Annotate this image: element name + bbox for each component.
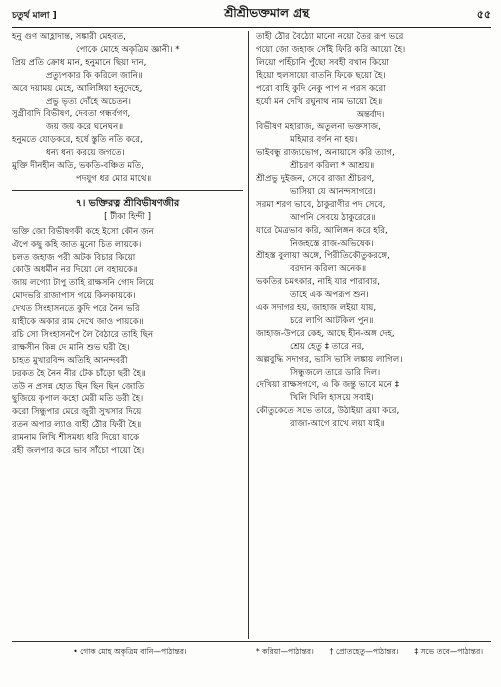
verse-line: হনুমতে যোড়করে, হর্ষে স্তুতি নতি করে, bbox=[12, 135, 143, 146]
verse-line: রহী জলপার করে ভাব সাঁচো পায়ো হৈ। bbox=[12, 446, 145, 457]
text-columns bbox=[12, 31, 491, 639]
verse-line: ছুজিয়ে কৃপাল কহো মেরী মতি ডরী হৈ। bbox=[12, 394, 144, 405]
verse-line: চরে লাগি আটকিল পুন॥ bbox=[290, 315, 374, 326]
verse-line: ধন্য ধন্য করয়ে জগতে। bbox=[46, 148, 125, 159]
verse-line: তাহে এক অপরূপ শুন। bbox=[290, 290, 369, 301]
verse-line: ভকতির চমৎকার, নাহি যার পারাবার, bbox=[256, 277, 380, 288]
verse-line: রাজা-আগে রাখে লয়া যাই॥ bbox=[290, 419, 385, 430]
verse-line: মোদভরি রাজাপাস গয়ে কিলকায়কে। bbox=[12, 291, 136, 302]
verse-line: বিভীষণ মহারাজ, অতুলনা ভক্তসাজ, bbox=[256, 122, 381, 133]
verse-line: প্রিয় প্রতি ক্রোধ মান, হনুমানে ছিয়া দান, bbox=[12, 57, 147, 68]
verse-line: জায় লগ্যো টাপু তাহি রাক্ষসনি গোদ লিয়ে bbox=[12, 278, 154, 289]
footnotes bbox=[12, 641, 491, 662]
verse-line: মহিমার বর্ণন না হয়। bbox=[290, 135, 358, 146]
verse-line: জাহাজ-উপরে কেহ, আছে হীন-অঙ্গ দেহ, bbox=[256, 328, 395, 339]
verse-line: ভাইবন্ধু রাজ্যভোগ, অনায়াসে করি ত্যাগ, bbox=[256, 148, 395, 159]
verse-line: চলত জহাজ পরী অটক বিচার কিয়ো bbox=[12, 252, 136, 263]
verse-line: মুক্তি দীনহীন অতি, ভকতি-বঞ্চিত মতি, bbox=[12, 161, 144, 172]
verse-line: রতন অপার ল্যাও বাহী ঠৌর ফিরী হৈ॥ bbox=[12, 420, 142, 431]
left-column bbox=[12, 31, 248, 639]
verse-line: য়াহীকে অকার রাম দেখে জাও পায়কে॥ bbox=[12, 317, 144, 328]
verse-line: চাহত মুখারবিন্দ অতিহি আনন্দবরী bbox=[12, 355, 128, 366]
verse-line: জয় জয় করে ঘনেঘন॥ bbox=[46, 122, 124, 133]
verse-line: কৌতুকেতে সভে তারে, উঠাইয়া ব্রয়া করে, bbox=[256, 406, 400, 417]
verse-line: দেখত সিংহাসনতে কুদি পরে নৈন ভরি bbox=[12, 304, 140, 315]
verse-line: রাক্ষসীন কিন্ন দে মানি শুভ ঘরী হৈ। bbox=[12, 342, 130, 353]
section-rule bbox=[12, 190, 243, 191]
page-number: ৫৫ bbox=[476, 7, 491, 21]
verse-line: অবে দয়াময় মেহে, আলিঙ্গিয়া হনুদেহে, bbox=[12, 83, 143, 94]
verse-line: অল্পবুদ্ধি সদাগর, ভাসি ভাসি লঙ্কায় লাগিল। bbox=[256, 354, 403, 365]
verse-line: ভাসিয়া যে আনন্দসাগরে। bbox=[290, 186, 376, 197]
verse-line: দেখিয়া রাক্ষসগণে, এ কি জন্তু ভাবে মনে ‡ bbox=[256, 380, 400, 391]
header-rule bbox=[12, 27, 491, 28]
verse-line: এক সদাগর হয়, জাহাজ লইয়া যায়, bbox=[256, 303, 377, 314]
verse-line: হনু গুণ আহ্লাদান্ত, সঙ্কারী মেহবত, bbox=[12, 32, 126, 42]
verse-line: প্রত্যুপকার কি করিলে জানি॥ bbox=[46, 70, 143, 81]
verse-line: পদযুগ ধর মোর মাথে॥ bbox=[76, 173, 152, 184]
verse-line: রচি সো সিংহাসনপৈ লৈ বৈঠারে তাহি ছিন bbox=[12, 329, 154, 340]
verse-line: পোকে মোহে অকৃত্রিম জ্ঞানী। * bbox=[76, 44, 180, 55]
verse-line: শ্রীপ্রভু দুইজন, সেবে রাজা শ্রীচরণ, bbox=[256, 173, 375, 184]
verse-line: শ্রীচরণ করিলা * আশ্রয়॥ bbox=[290, 161, 375, 172]
footnote-left: • গোক মোহ অকৃত্রিম বানি—পাঠান্তর। bbox=[73, 646, 187, 656]
verse-line: করো সিন্ধুপার মেরে জুরী সুখসার দিয়ে bbox=[12, 407, 142, 418]
verse-line: রামনাম লিখি শীসমধ্য ধরি দিয়ো যাকে bbox=[12, 433, 140, 444]
verse-line: সুগ্রীবাদি বিভীষণ, দেবতা গন্ধর্বগণ, bbox=[12, 109, 131, 120]
footnote-right-group bbox=[248, 646, 491, 659]
verse-line: যারে মৈত্রভাব করি, আলিঙ্গন করে হরি, bbox=[256, 225, 388, 236]
verse-line: নিজহস্তে রাজ-অভিষেক। bbox=[290, 238, 374, 249]
footnote: * করিয়া—পাঠান্তর। bbox=[255, 646, 314, 656]
verse-line: গয়ো জো জহাজ সোঁই ফিরি করি আয়ো হৈ। bbox=[256, 44, 406, 55]
verse-line: আপনি সেবয়ে ঠাকুরেরে॥ bbox=[290, 212, 376, 223]
verse-line: প্রভু ভৃত্য দোঁহে অচেতন। bbox=[46, 96, 132, 107]
verse-line: বরদান করিলা অনেক॥ bbox=[290, 264, 367, 275]
section-subtitle: [ টীকা হিন্দী ] bbox=[104, 211, 151, 222]
section-title: ৭। ভক্তিরত্ন শ্রীবিভীষণজীর bbox=[75, 197, 180, 209]
page-header bbox=[12, 4, 491, 26]
verse-line: লিয়ো পহিঁচানি পুঁছো সবহী বখান কিয়ো bbox=[256, 57, 389, 68]
translation-label: অন্তর্বাদ। bbox=[356, 109, 385, 120]
verse-line: তউ ন প্রসন্ন হোত ছিন ছিন ছিন জোতি bbox=[12, 381, 145, 392]
footnote: ‡ সভে তবে—পাঠান্তর। bbox=[414, 646, 484, 656]
verse-line: ভক্তি জো বিভীষণকী কহে ইসো কৌন জন bbox=[12, 226, 154, 237]
chapter-label: চতুর্থ মালা ] bbox=[12, 10, 57, 21]
verse-line: হিয়ো হুলসায়ো বাতনি ফিকে ছয়ো হৈ। bbox=[256, 70, 386, 81]
verse-line: সিন্ধুজলে তারে ডারি দিল। bbox=[290, 367, 381, 378]
verse-line: তাহী ঠৌর বৈঠ্যো মানো নয়ো তৈর রূপ ভরে bbox=[256, 32, 404, 42]
verse-line: হর্যো মন দেখি রঘুনাথ নাম ভায়ো হৈ॥ bbox=[256, 96, 383, 107]
right-column bbox=[249, 31, 485, 639]
verse-line: কোউ অধর্মীন নর দিয়ো লে বহায়কে॥ bbox=[12, 265, 138, 276]
verse-line: ঐপে কছু কহি জাত মুনো চিত লায়কে। bbox=[12, 239, 142, 250]
verse-line: শ্রীহস্ত বুলায়া অঙ্গে, পিরীতিকৌতুকরঙ্গে, bbox=[256, 251, 390, 262]
verse-line: খিলি খিলি হাসয়ে সবাই। bbox=[290, 393, 374, 404]
verse-line: শ্রেয় হেতু ‡ তারে নর, bbox=[290, 341, 365, 352]
book-title: শ্রীশ্রীভক্তমাল গ্রন্থ bbox=[224, 6, 310, 20]
footnote: † প্রোতহেতু—পাঠান্তর। bbox=[329, 646, 399, 656]
verse-line: পরো বাহি কুদি নেকু পাপ ন পরস করো bbox=[256, 83, 386, 94]
verse-line: ঢরকত হৈ নৈন নীর টেক চাঁড়ো ছরী হৈ॥ bbox=[12, 368, 146, 379]
verse-line: সরমা শরণ ভাবে, ঠাকুরাণীর পদ সেবে, bbox=[256, 199, 386, 210]
